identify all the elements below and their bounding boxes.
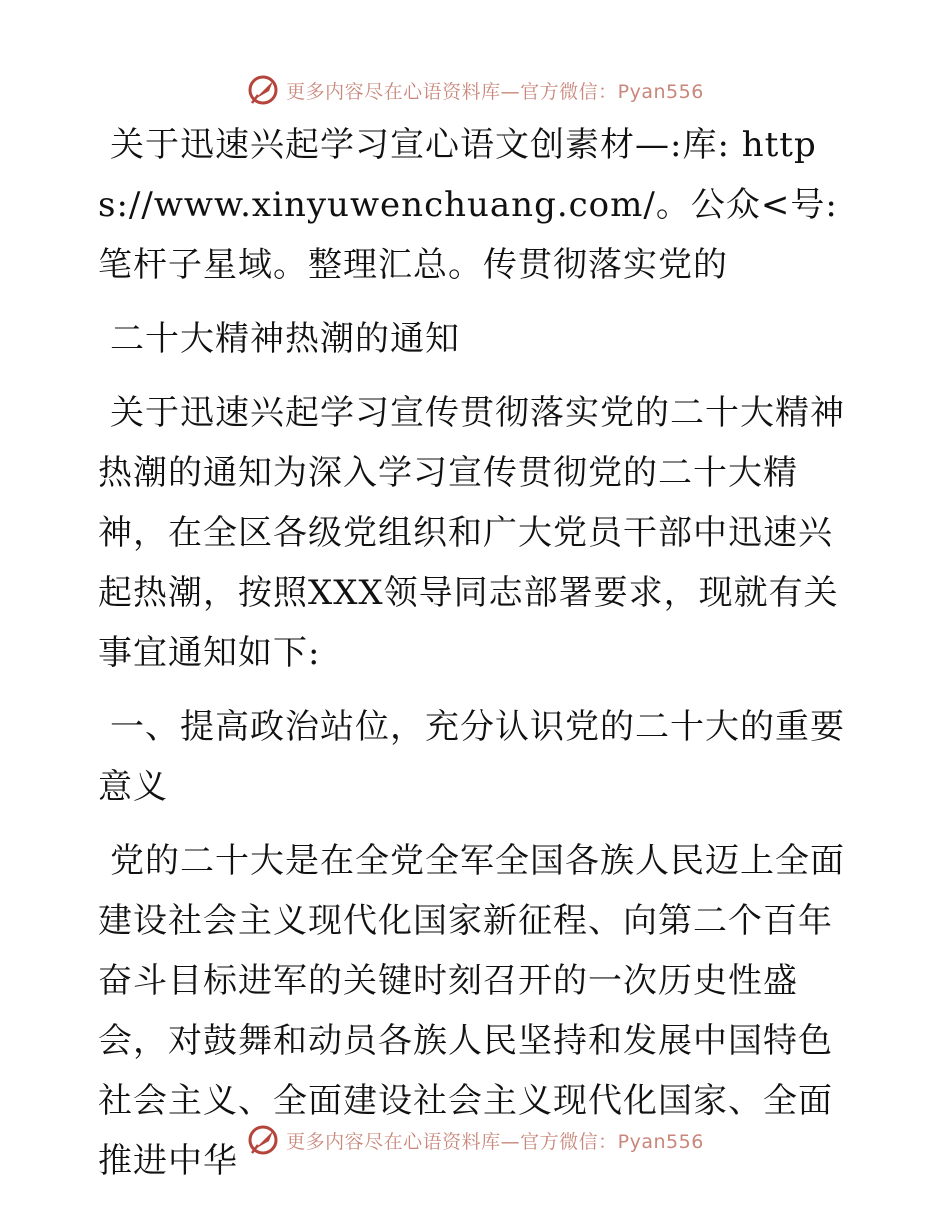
footer-banner-text: 更多内容尽在心语资料库—官方微信：Pyan556 [286, 1130, 704, 1153]
paragraph-section-heading: 一、提高政治站位，充分认识党的二十大的重要意义 [98, 707, 845, 807]
paragraph-intro: 关于迅速兴起学习宣心语文创素材—:库: https://www.xinyuwenchuang.com/。公众<号: 笔杆子星域。整理汇总。传贯彻落实党的 [98, 125, 838, 285]
paragraph-body: 党的二十大是在全党全军全国各族人民迈上全面建设社会主义现代化国家新征程、向第二个百年奋斗目标进军的关键时刻召开的一次历史性盛会，对鼓舞和动员各族人民坚持和发展中国特色社会主义、全面建设社会主义现代化国家、全面推进中华 [98, 841, 845, 1181]
quill-logo-icon [246, 1123, 280, 1157]
document-body [98, 115, 858, 1205]
paragraph-title: 二十大精神热潮的通知 [110, 319, 460, 359]
header-banner-text: 更多内容尽在心语资料库—官方微信：Pyan556 [286, 80, 704, 103]
header-watermark-banner [0, 70, 950, 110]
quill-logo-icon [246, 73, 280, 107]
paragraph-notice: 关于迅速兴起学习宣传贯彻落实党的二十大精神热潮的通知为深入学习宣传贯彻党的二十大精神，在全区各级党组织和广大党员干部中迅速兴起热潮，按照XXX领导同志部署要求，现就有关事宜通知如下: [98, 393, 845, 673]
footer-watermark-banner [0, 1120, 950, 1160]
